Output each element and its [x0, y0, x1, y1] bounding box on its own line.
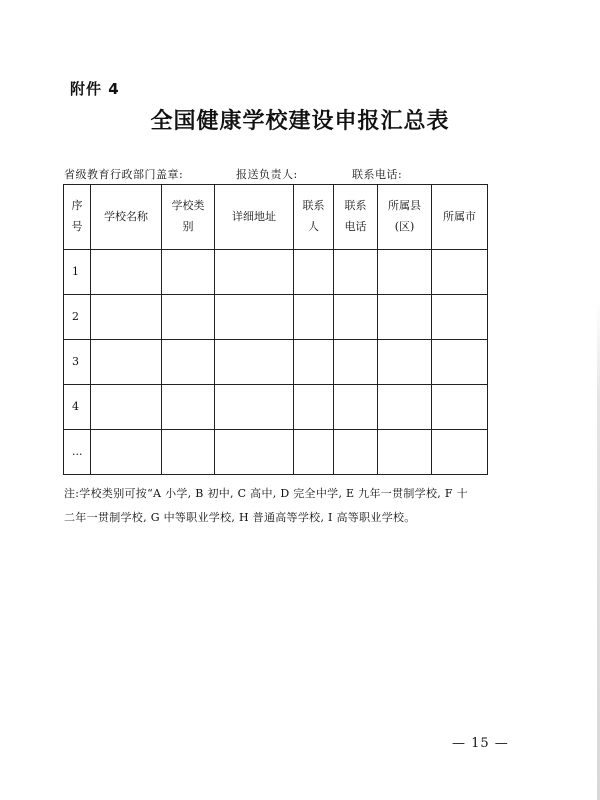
row-number: 2	[64, 295, 91, 340]
cell-address[interactable]	[215, 250, 294, 295]
cell-school-name[interactable]	[91, 250, 162, 295]
footnote-line-2: 二年一贯制学校, G 中等职业学校, H 普通高等学校, I 高等职业学校。	[64, 511, 416, 524]
cell-county[interactable]	[378, 295, 432, 340]
row-number: ...	[64, 430, 91, 475]
row-number: 1	[64, 250, 91, 295]
cell-city[interactable]	[432, 385, 488, 430]
cell-city[interactable]	[432, 250, 488, 295]
cell-school-type[interactable]	[162, 250, 215, 295]
cell-address[interactable]	[215, 340, 294, 385]
footnote	[64, 482, 504, 530]
cell-contact-phone[interactable]	[334, 340, 378, 385]
table-row	[64, 250, 488, 295]
cell-school-type[interactable]	[162, 295, 215, 340]
cell-school-name[interactable]	[91, 340, 162, 385]
table-row	[64, 385, 488, 430]
seal-field-label: 省级教育行政部门盖章:	[64, 168, 184, 181]
table-header-row	[64, 185, 488, 250]
phone-field-label: 联系电话:	[352, 168, 403, 181]
cell-contact-person[interactable]	[294, 340, 334, 385]
submitter-field-label: 报送负责人:	[236, 168, 298, 181]
cell-contact-person[interactable]	[294, 385, 334, 430]
row-number: 4	[64, 385, 91, 430]
cell-address[interactable]	[215, 385, 294, 430]
report-table	[63, 184, 488, 475]
cell-county[interactable]	[378, 385, 432, 430]
header-county: 所属县 (区)	[378, 185, 432, 250]
cell-contact-phone[interactable]	[334, 430, 378, 475]
cell-contact-person[interactable]	[294, 295, 334, 340]
row-number: 3	[64, 340, 91, 385]
cell-school-name[interactable]	[91, 385, 162, 430]
cell-city[interactable]	[432, 430, 488, 475]
cell-school-name[interactable]	[91, 430, 162, 475]
header-school-name: 学校名称	[91, 185, 162, 250]
cell-school-type[interactable]	[162, 340, 215, 385]
cell-contact-person[interactable]	[294, 430, 334, 475]
cell-school-type[interactable]	[162, 385, 215, 430]
header-contact-person: 联系 人	[294, 185, 334, 250]
cell-county[interactable]	[378, 250, 432, 295]
cell-contact-phone[interactable]	[334, 385, 378, 430]
header-city: 所属市	[432, 185, 488, 250]
header-address: 详细地址	[215, 185, 294, 250]
table-row	[64, 295, 488, 340]
header-contact-phone: 联系 电话	[334, 185, 378, 250]
cell-county[interactable]	[378, 340, 432, 385]
cell-county[interactable]	[378, 430, 432, 475]
footnote-line-1: 注:学校类别可按“A 小学, B 初中, C 高中, D 完全中学, E 九年一贯制学校, F 十	[64, 487, 468, 500]
cell-school-name[interactable]	[91, 295, 162, 340]
cell-address[interactable]	[215, 430, 294, 475]
page-number: — 15 —	[452, 736, 509, 751]
attachment-label: 附件 4	[70, 80, 120, 98]
table-row	[64, 340, 488, 385]
table-row	[64, 430, 488, 475]
cell-school-type[interactable]	[162, 430, 215, 475]
document-title: 全国健康学校建设申报汇总表	[150, 108, 450, 134]
cell-contact-phone[interactable]	[334, 250, 378, 295]
header-school-type: 学校类 别	[162, 185, 215, 250]
cell-city[interactable]	[432, 295, 488, 340]
cell-contact-phone[interactable]	[334, 295, 378, 340]
cell-city[interactable]	[432, 340, 488, 385]
header-seq: 序 号	[64, 185, 91, 250]
cell-address[interactable]	[215, 295, 294, 340]
cell-contact-person[interactable]	[294, 250, 334, 295]
